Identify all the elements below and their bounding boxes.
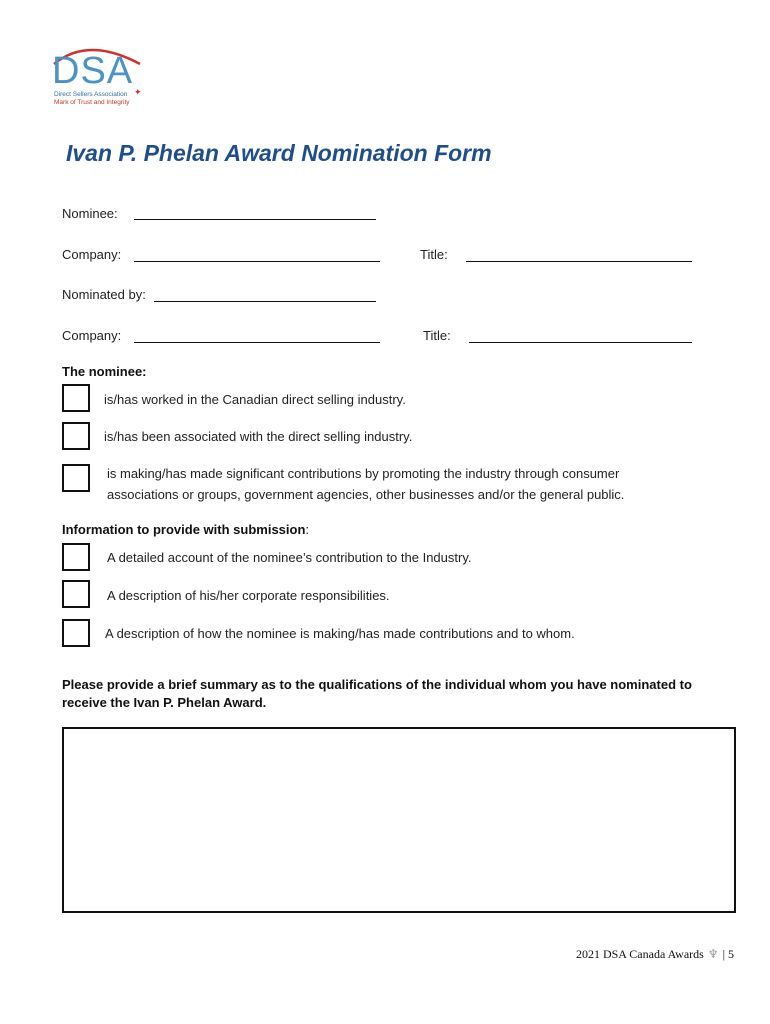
summary-textarea[interactable] [62, 727, 736, 913]
logo-tagline: Mark of Trust and Integrity [54, 99, 130, 106]
logo-text: DSA [52, 50, 134, 92]
option-label: A description of how the nominee is making/has made contributions and to whom. [105, 626, 575, 641]
checkbox-associated[interactable] [62, 422, 90, 450]
checkbox-how-contributions[interactable] [62, 619, 90, 647]
info-heading-text: Information to provide with submission [62, 522, 306, 537]
title-label: Title: [423, 328, 451, 343]
summary-prompt [62, 676, 722, 712]
nominated-by-field[interactable] [154, 301, 376, 302]
nominated-by-label: Nominated by: [62, 287, 146, 302]
info-heading-colon: : [305, 522, 310, 537]
nominator-title-field[interactable] [469, 342, 692, 343]
nominee-section-heading: The nominee: [62, 364, 147, 379]
summary-prompt-line1: Please provide a brief summary as to the qualifications of the individual whom you have nominated to [62, 677, 692, 692]
footer-text: 2021 DSA Canada Awards [575, 947, 704, 961]
info-section-heading [62, 522, 309, 537]
nominee-title-field[interactable] [466, 261, 692, 262]
summary-prompt-line2: receive the Ivan P. Phelan Award. [62, 695, 267, 710]
checkbox-corporate-responsibilities[interactable] [62, 580, 90, 608]
option-label: is/has been associated with the direct selling industry. [104, 429, 413, 444]
page-title: Ivan P. Phelan Award Nomination Form [66, 140, 492, 166]
checkbox-detailed-account[interactable] [62, 543, 90, 571]
option-label: A description of his/her corporate responsibilities. [107, 588, 390, 603]
logo-subtitle: Direct Sellers Association [54, 91, 128, 98]
option-label-continued: associations or groups, government agencies, other businesses and/or the general public. [107, 487, 625, 502]
nominee-label: Nominee: [62, 206, 118, 221]
title-label: Title: [420, 247, 448, 262]
company-label: Company: [62, 247, 122, 262]
option-label: is/has worked in the Canadian direct selling industry. [104, 392, 406, 407]
nominator-company-field[interactable] [134, 342, 380, 343]
nominee-company-field[interactable] [134, 261, 380, 262]
trophy-icon: ♆ [707, 947, 719, 961]
nominee-field[interactable] [134, 219, 376, 220]
option-label: is making/has made significant contributions by promoting the industry through consumer [107, 466, 620, 481]
option-label: A detailed account of the nominee’s contribution to the Industry. [107, 550, 472, 565]
company-label: Company: [62, 328, 122, 343]
checkbox-contributions[interactable] [62, 464, 90, 492]
page-footer [576, 947, 734, 962]
dsa-logo [48, 42, 148, 112]
maple-leaf-icon: ✦ [134, 87, 142, 97]
page-number: | 5 [722, 947, 734, 961]
checkbox-worked-canadian[interactable] [62, 384, 90, 412]
